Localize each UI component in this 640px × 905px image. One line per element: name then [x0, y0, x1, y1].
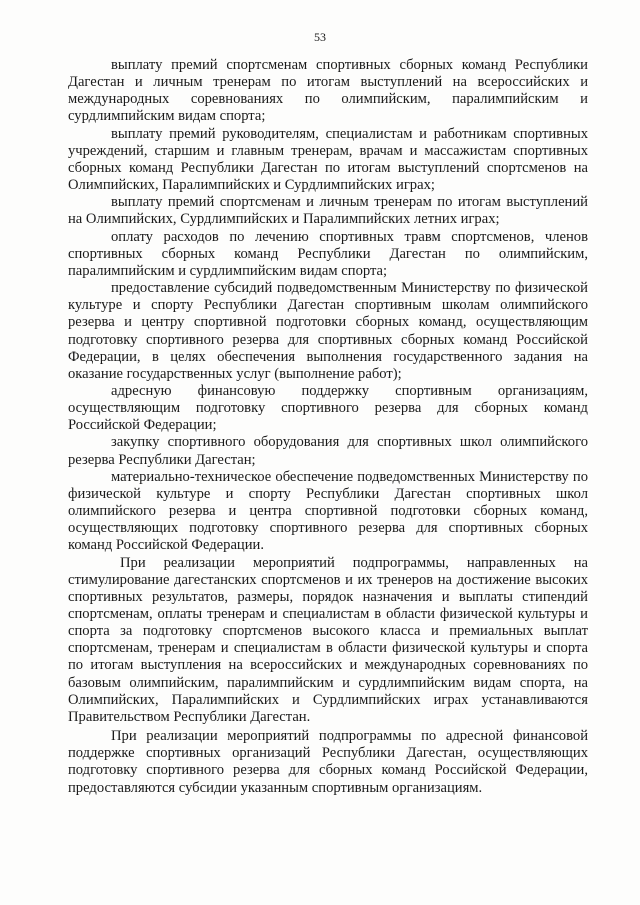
paragraph-7: закупку спортивного оборудования для спортивных школ олимпийского резерва Республики Дагестан; — [68, 434, 588, 468]
paragraph-4: оплату расходов по лечению спортивных травм спортсменов, членов спортивных сборных команд Республики Дагестан по олимпийским, паралимпийским и сурдлимпийским видам спорта; — [68, 228, 588, 279]
paragraph-6: адресную финансовую поддержку спортивным организациям, осуществляющим подготовку спортивного резерва для сборных команд Российской Федерации; — [68, 382, 588, 434]
paragraph-2: выплату премий руководителям, специалистам и работникам спортивных учреждений, старшим и главным тренерам, врачам и массажистам спортивных сборных команд Республики Дагестан по итогам выступлений спортсменов на Олимпийских, Паралимпийских и Сурдлимпийских играх; — [68, 125, 588, 194]
paragraph-3: выплату премий спортсменам и личным тренерам по итогам выступлений на Олимпийских, Сурдлимпийских и Паралимпийских летних играх; — [68, 194, 588, 228]
paragraph-5: предоставление субсидий подведомственным Министерству по физической культуре и спорту Республики Дагестан спортивным школам олимпийского резерва и центру спортивной подготовки сборных команд, осуществляющим подготовку спортивного резерва для спортивных сборных команд Российской Федерации, в целях обеспечения выполнения государственного задания на оказание государственных услуг (выполнение работ); — [68, 280, 588, 382]
paragraph-8: материально-техническое обеспечение подведомственных Министерству по физической культуре и спорту Республики Дагестан спортивных школ олимпийского резерва и центра спортивной подготовки сборных команд, осуществляющих подготовку спортивного резерва для спортивных сборных команд Российской Федерации. — [68, 468, 588, 554]
page-number: 53 — [314, 30, 326, 44]
paragraph-10: При реализации мероприятий подпрограммы по адресной финансовой поддержке спортивных организаций Республики Дагестан, осуществляющих подготовку спортивного резерва для сборных команд Российской Федерации, предоставляются субсидии указанным спортивным организациям. — [68, 728, 588, 796]
paragraph-9: При реализации мероприятий подпрограммы, направленных на стимулирование дагестанских спортсменов и их тренеров на достижение высоких спортивных результатов, размеры, порядок назначения и выплаты стипендий спортсменам, оплаты тренерам и специалистам в области физической культуры и спорта за подготовку спортсменов высокого класса и премиальных выплат спортсменам, тренерам и специалистам в области физической культуры и спорта по итогам выступления на всероссийских и международных соревнованиях по базовым олимпийским, паралимпийским и сурдлимпийским видам спорта, на Олимпийских, Паралимпийских и Сурдлимпийских играх устанавливаются Правительством Республики Дагестан. — [68, 554, 588, 725]
document-body — [68, 57, 588, 797]
paragraph-1: выплату премий спортсменам спортивных сборных команд Республики Дагестан и личным тренерам по итогам выступлений на всероссийских и международных соревнованиях по олимпийским, паралимпийским и сурдлимпийским видам спорта; — [68, 57, 588, 125]
